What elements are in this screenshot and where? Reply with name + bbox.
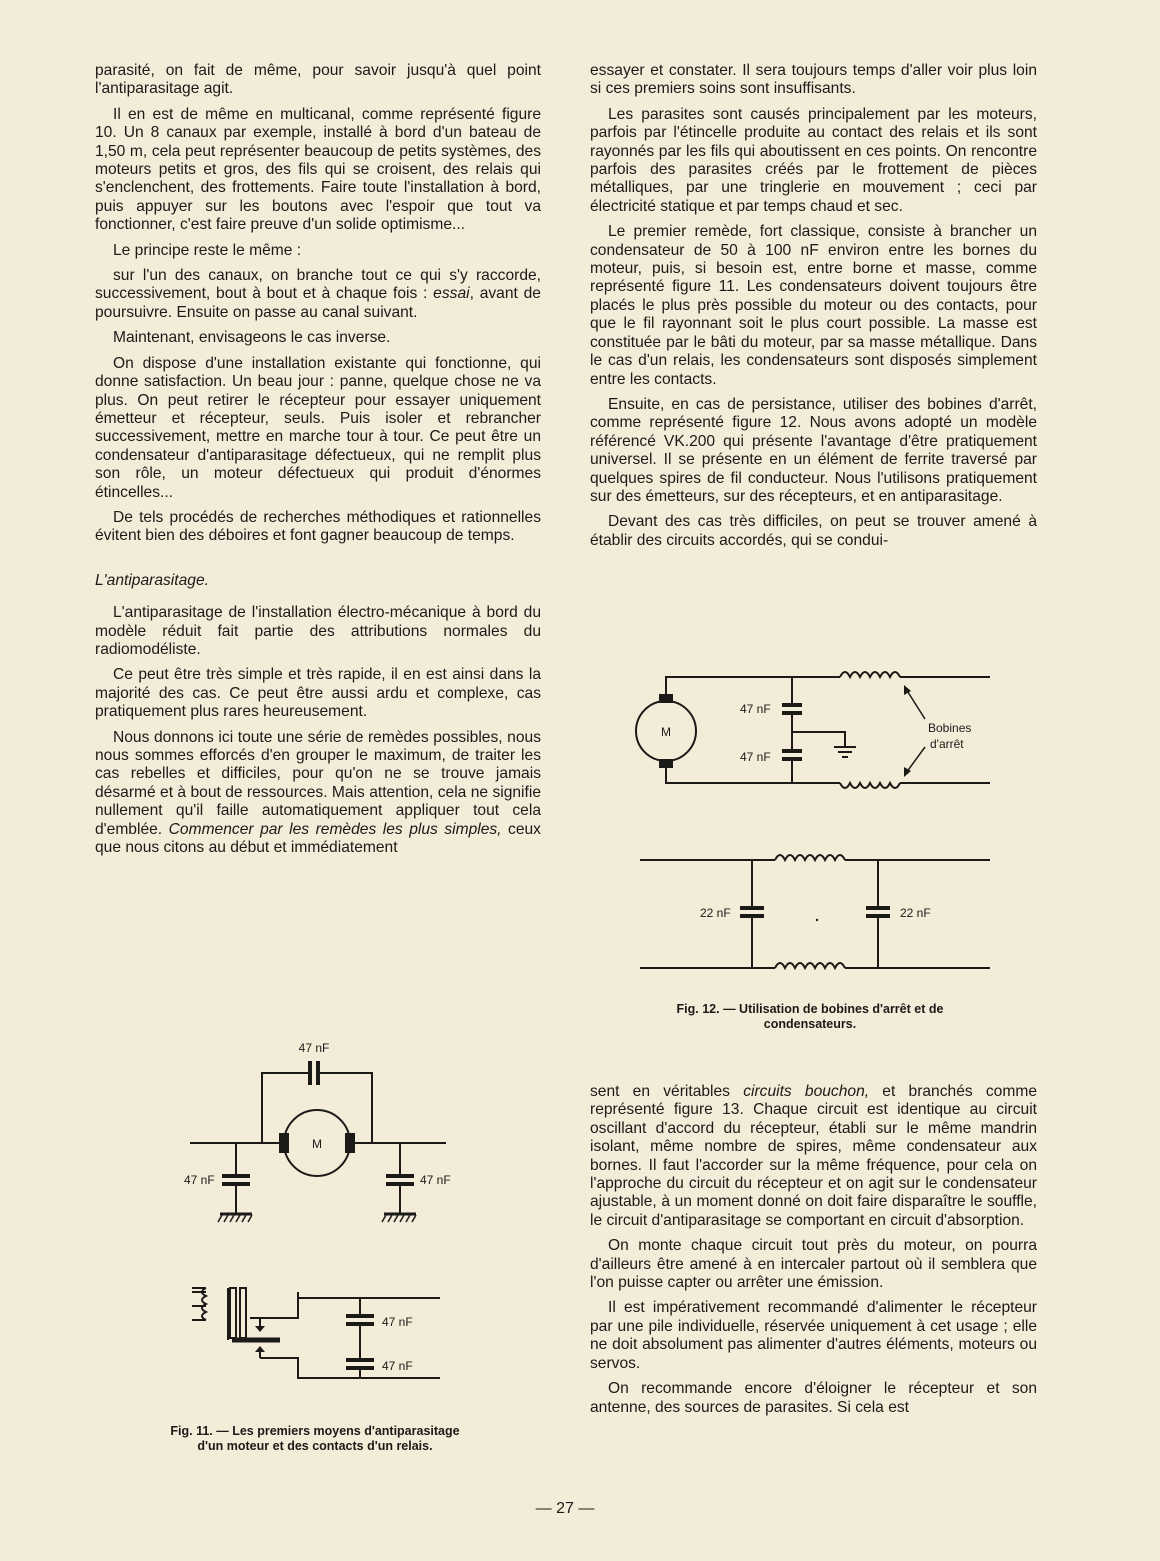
paragraph: Le principe reste le même : [113, 241, 302, 259]
paragraph: essayer et constater. Il sera toujours temps d'aller voir plus loin si ces premiers soins sont insuffisants. [590, 62, 1037, 98]
bobines-label: Bobines [928, 721, 972, 735]
italic-run: essai [433, 285, 470, 303]
paragraph: Les parasites sont causés principalement par les moteurs, parfois par l'étincelle produite au contact des relais et ils sont rayonnés par les fils qui aboutissent en ces points. On rencontre parfois des parasites créés par le frottement de pièces métalliques, par une tringlerie en mouvement ; ceci par électricité statique et par temps chaud et sec. [590, 105, 1037, 215]
paragraph [95, 729, 541, 858]
capacitor-label: 47 nF [298, 1041, 330, 1055]
text-run: Nous donnons ici toute une série de remèdes possibles, nous nous sommes efforcés d'en grouper le maximum, de traiter les cas rebelles et difficiles, pour qu'on ne se trouve jamais désarmé et à bout de ressources. Mais attention, cela ne signifie nullement qu'il faille automatiquement appliquer tout cela d'emblée. [95, 728, 541, 838]
capacitor-label: 47 nF [740, 750, 771, 764]
capacitor-label: 47 nF [184, 1173, 215, 1187]
figure-12-caption: Fig. 12. — Utilisation de bobines d'arrêt et de condensateurs. [676, 1002, 944, 1031]
motor-label: M [312, 1137, 322, 1151]
text-run: ceux que nous citons au début et immédiatement [95, 820, 541, 857]
motor-label: M [661, 725, 671, 739]
text-run: et branchés comme représenté figure 13. Chaque circuit est identique au circuit oscillant d'accord du récepteur, établi sur le même mandrin isolant, même nombre de spires, même condensateur aux bornes. Il faut l'accorder sur la même fréquence, pour cela on l'approche du circuit du récepteur et on agit sur le condensateur ajustable, à un moment donné on doit faire disparaître le souffle, le circuit d'antiparasitage se comportant en circuit d'absorption. [590, 1083, 1037, 1229]
paragraph: parasité, on fait de même, pour savoir jusqu'à quel point l'antiparasitage agit. [95, 62, 541, 98]
right-column-bottom [590, 1083, 1037, 1424]
right-column-top [590, 62, 1037, 557]
capacitor-label: 47 nF [420, 1173, 451, 1187]
figure-12-diagram [620, 655, 1010, 995]
capacitor-label: 47 nF [382, 1315, 413, 1329]
paragraph: Ce peut être très simple et très rapide, il en est ainsi dans la majorité des cas. Ce peut être aussi ardu et complexe, cas pratiquement plus rares heureusement. [95, 666, 541, 721]
figure-11-diagram [180, 1030, 480, 1410]
paragraph: On recommande encore d'éloigner le récepteur et son antenne, des sources de parasites. Si cela est [590, 1380, 1037, 1416]
italic-run: circuits bouchon, [743, 1083, 870, 1100]
text-run: sent en véritables [590, 1083, 744, 1100]
paragraph [590, 1083, 1037, 1230]
paragraph: On monte chaque circuit tout près du moteur, on pourra d'ailleurs être amené à en intercaler partout où il semblera que l'on puisse capter ou arrêter une émission. [590, 1237, 1037, 1292]
paragraph [95, 267, 541, 322]
paragraph: Maintenant, envisageons le cas inverse. [113, 329, 391, 347]
left-column [95, 62, 541, 864]
capacitor-label: 47 nF [382, 1359, 413, 1373]
figure-11-caption: Fig. 11. — Les premiers moyens d'antiparasitage d'un moteur et des contacts d'un relais. [170, 1424, 460, 1453]
capacitor-label: 22 nF [700, 906, 731, 920]
paragraph: Devant des cas très difficiles, on peut se trouver amené à établir des circuits accordés, qui se condui- [590, 513, 1037, 549]
page-number: — 27 — [535, 1500, 595, 1517]
paragraph: On dispose d'une installation existante qui fonctionne, qui donne satisfaction. Un beau jour : panne, quelque chose ne va plus. On peut retirer le récepteur pour essayer uniquement émetteur et récepteur, seuls. Puis isoler et rebrancher successivement, mettre en marche tour à tour. Ce peut être un condensateur d'antiparasitage défectueux, qui ne remplit plus son rôle, un moteur défectueux qui produit d'énormes étincelles... [95, 354, 541, 501]
text-run: sur l'un des canaux, on branche tout ce qui s'y raccorde, successivement, bout à bout et à chaque fois : [95, 267, 541, 303]
paragraph: Le premier remède, fort classique, consiste à brancher un condensateur de 50 à 100 nF environ entre les bornes du moteur, puis, si besoin est, entre borne et masse, comme représenté figure 11. Les condensateurs doivent toujours être placés le plus près possible du moteur ou des contacts, pour que le fil rayonnant soit le plus court possible. La masse est constituée par le bâti du moteur, par sa masse métallique. Dans le cas d'un relais, les condensateurs sont disposés simplement entre les contacts. [590, 223, 1037, 388]
bobines-label: d'arrêt [930, 737, 964, 751]
paragraph: Il en est de même en multicanal, comme représenté figure 10. Un 8 canaux par exemple, installé à bord d'un bateau de 1,50 m, cela peut représenter beaucoup de petits systèmes, des moteurs petits et gros, des fils qui se croisent, des relais qui s'enclenchent, des frottements. Faire toute l'installation à bord, puis appuyer sur les boutons avec l'espoir que tout va fonctionner, c'est faire preuve d'un solide optimisme... [95, 105, 541, 234]
section-heading: L'antiparasitage. [95, 571, 209, 589]
text-run: , avant de poursuivre. Ensuite on passe au canal suivant. [95, 285, 541, 321]
capacitor-label: 22 nF [900, 906, 931, 920]
italic-run: Commencer par les remèdes les plus simples, [168, 820, 502, 838]
paragraph: Il est impérativement recommandé d'alimenter le récepteur par une pile individuelle, réservée uniquement à cet usage ; elle ne doit absolument pas alimenter d'autres éléments, moteurs ou servos. [590, 1299, 1037, 1372]
paragraph: De tels procédés de recherches méthodiques et rationnelles évitent bien des déboires et font gagner beaucoup de temps. [95, 508, 541, 545]
paragraph: L'antiparasitage de l'installation électro-mécanique à bord du modèle réduit fait partie des attributions normales du radiomodéliste. [95, 604, 541, 658]
paragraph: Ensuite, en cas de persistance, utiliser des bobines d'arrêt, comme représenté figure 12. Nous avons adopté un modèle référencé VK.200 qui présente l'avantage d'être pratiquement universel. Il se présente en un élément de ferrite traversé par quelques spires de fil conducteur. Nous l'utilisons pratiquement sur des émetteurs, sur des récepteurs, et en antiparasitage. [590, 395, 1037, 505]
capacitor-label: 47 nF [740, 702, 771, 716]
